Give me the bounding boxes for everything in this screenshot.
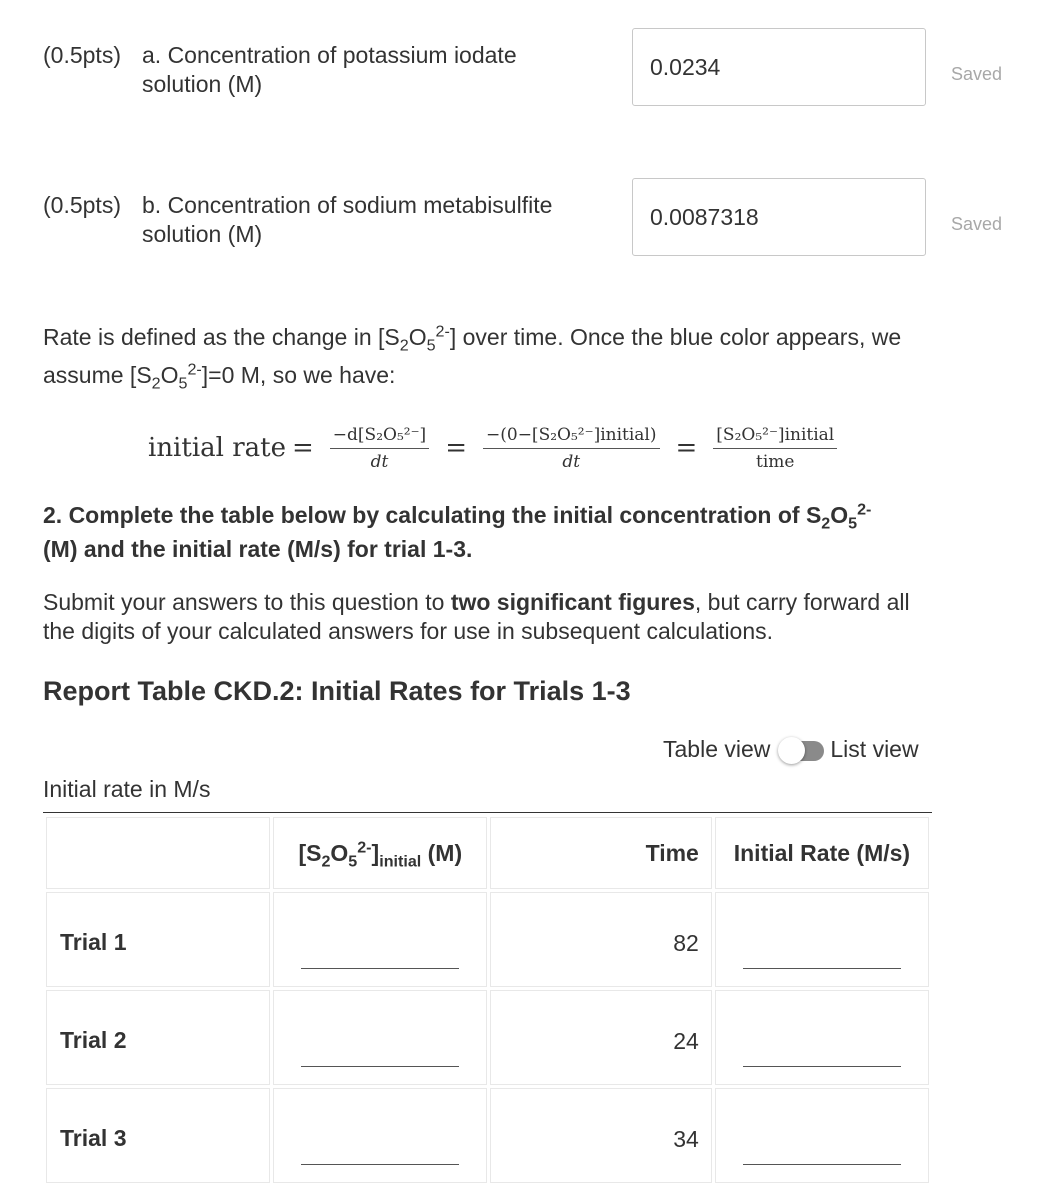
header-time: Time	[490, 817, 712, 889]
header-initial-rate: Initial Rate (M/s)	[715, 817, 929, 889]
fraction-1-denominator: dt	[370, 451, 389, 472]
view-toggle-switch[interactable]	[778, 737, 824, 763]
table-header-row	[46, 817, 929, 889]
fraction-3	[713, 425, 837, 472]
rate-cell	[715, 990, 929, 1085]
rate-cell	[715, 1088, 929, 1183]
instructions: Submit your answers to this question to two significant figures, but carry forward all the digits of your calculated answers for use in subsequent calculations.	[43, 589, 910, 644]
rate-definition: Rate is defined as the change in $[S_2O_5^{2-}]$ over time. Once the blue color appears, we assume $[S_2O_5^{2-}]=0$ M, so we have:	[43, 322, 902, 393]
question-a-label: a. Concentration of potassium iodate solution (M)	[142, 42, 517, 97]
rates-table	[43, 814, 932, 1186]
time-cell: 24	[490, 990, 712, 1085]
table-row	[46, 990, 929, 1085]
row-label: Trial 3	[46, 1088, 270, 1183]
fraction-2-numerator: −(0−[S₂O₅²⁻]initial)	[483, 425, 660, 449]
table-view-label[interactable]: Table view	[663, 736, 771, 762]
table-row	[46, 1088, 929, 1183]
fraction-2-denominator: dt	[562, 451, 581, 472]
time-cell: 82	[490, 892, 712, 987]
table-divider	[43, 812, 932, 813]
initial-rate-input[interactable]	[743, 1044, 901, 1067]
initial-rate-input[interactable]	[743, 1142, 901, 1165]
concentration-cell	[273, 892, 487, 987]
fraction-1-numerator: −d[S₂O₅²⁻]	[330, 425, 429, 449]
equals-sign: =	[675, 433, 698, 463]
table-caption: Initial rate in M/s	[43, 776, 211, 802]
header-concentration: $[S_2O_5^{2-}]_{initial}$ (M)	[273, 817, 487, 889]
list-view-label[interactable]: List view	[830, 736, 919, 762]
equals-sign: =	[445, 433, 467, 463]
question-b-points: (0.5pts)	[43, 192, 121, 218]
equals-sign: =	[292, 433, 314, 463]
question-b-status: Saved	[951, 214, 1003, 234]
concentration-input[interactable]	[301, 1044, 459, 1067]
question-a-points: (0.5pts)	[43, 42, 121, 68]
question-a-status: Saved	[951, 64, 1003, 84]
equation-lhs: initial rate	[148, 433, 286, 463]
fraction-3-numerator: [S₂O₅²⁻]initial	[713, 425, 837, 449]
row-label: Trial 1	[46, 892, 270, 987]
row-label: Trial 2	[46, 990, 270, 1085]
rate-cell	[715, 892, 929, 987]
fraction-3-denominator: time	[756, 451, 795, 472]
header-empty	[46, 817, 270, 889]
question-b-input[interactable]: 0.0087318	[632, 178, 926, 256]
table-row	[46, 892, 929, 987]
concentration-cell	[273, 990, 487, 1085]
question-2-title: 2. Complete the table below by calculating the initial concentration of $S_2O_5^{2-}$ (M) and the initial rate (M/s) for trial 1-3.	[43, 500, 872, 562]
initial-rate-input[interactable]	[743, 946, 901, 969]
concentration-input[interactable]	[301, 1142, 459, 1165]
view-toggle	[663, 736, 919, 763]
concentration-cell	[273, 1088, 487, 1183]
time-cell: 34	[490, 1088, 712, 1183]
question-a-input[interactable]: 0.0234	[632, 28, 926, 106]
initial-rate-equation	[148, 418, 847, 478]
table-title: Report Table CKD.2: Initial Rates for Trials 1-3	[43, 676, 631, 706]
fraction-2	[483, 425, 660, 472]
question-b-label: b. Concentration of sodium metabisulfite solution (M)	[142, 192, 553, 247]
fraction-1	[330, 425, 429, 472]
toggle-knob[interactable]	[778, 737, 805, 764]
concentration-input[interactable]	[301, 946, 459, 969]
